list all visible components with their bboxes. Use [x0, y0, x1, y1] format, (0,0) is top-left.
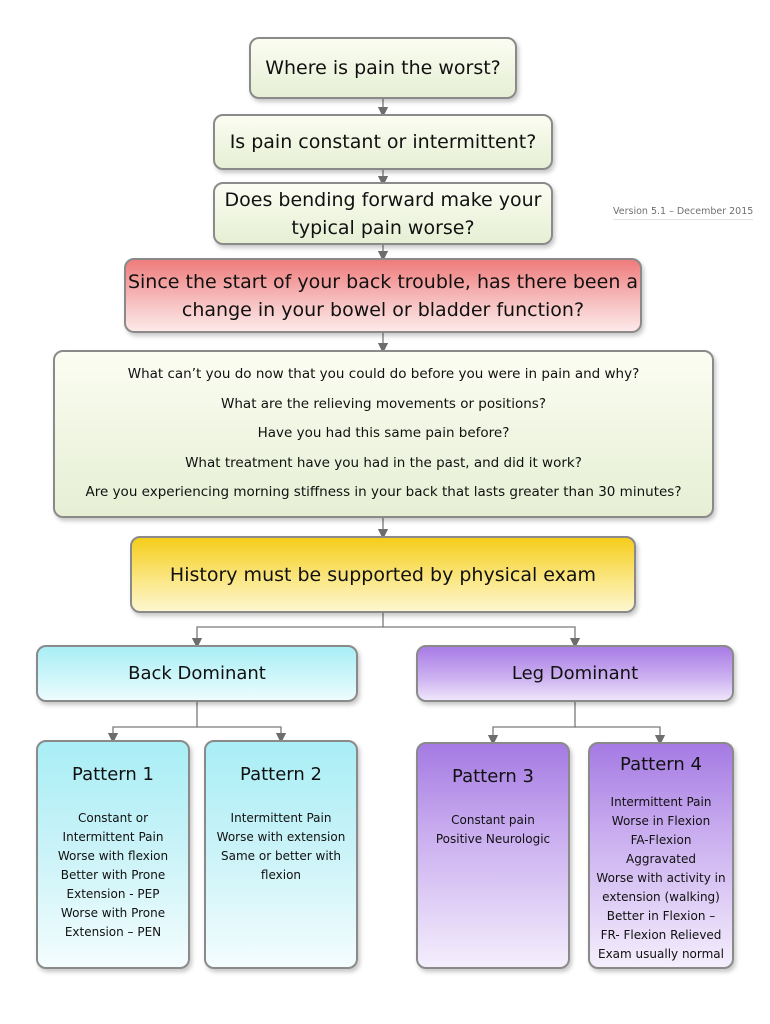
question-item: What treatment have you had in the past, and did it work? [185, 454, 582, 471]
pattern-3-box [416, 742, 570, 969]
pattern-line: Constant pain [451, 813, 535, 827]
question-bowel-bladder [124, 258, 642, 333]
pattern-line: FA-Flexion [630, 833, 692, 847]
pattern-line: Extension - PEP [66, 887, 160, 901]
pattern-4-title: Pattern 4 [620, 754, 702, 775]
pattern-line: Worse with Prone [60, 906, 166, 920]
pattern-3-description [432, 811, 554, 849]
version-note: Version 5.1 – December 2015 [613, 206, 753, 220]
pattern-line: Exam usually normal [598, 947, 724, 961]
history-physical-exam-text: History must be supported by physical exam [169, 563, 597, 586]
pattern-line: flexion [260, 868, 302, 882]
pattern-line: Intermittent Pain [62, 830, 164, 844]
pattern-line: Better with Prone [60, 868, 166, 882]
question-bending-line-2: typical pain worse? [291, 216, 475, 239]
pattern-2-box [204, 740, 358, 969]
question-item: Have you had this same pain before? [257, 425, 510, 442]
pattern-2-title: Pattern 2 [240, 764, 322, 785]
pattern-3-title: Pattern 3 [452, 766, 534, 787]
back-dominant-box [36, 645, 358, 702]
pattern-line: Worse with extension [216, 830, 346, 844]
pattern-1-box [36, 740, 190, 969]
question-item: What are the relieving movements or positions? [221, 395, 546, 412]
leg-dominant-box [416, 645, 734, 702]
history-questions-box [53, 350, 714, 518]
question-pain-location [249, 37, 517, 99]
question-pain-location-text: Where is pain the worst? [265, 57, 501, 79]
pattern-1-title: Pattern 1 [72, 764, 154, 785]
pattern-line: Worse with flexion [57, 849, 169, 863]
pattern-line: Intermittent Pain [610, 795, 712, 809]
question-bowel-line-1: Since the start of your back trouble, has there been a [127, 270, 639, 293]
pattern-1-description [54, 809, 172, 942]
pattern-line: FR- Flexion Relieved [600, 928, 722, 942]
pattern-2-description [213, 809, 350, 885]
pattern-line: Constant or [77, 811, 149, 825]
pattern-line: Extension – PEN [64, 925, 162, 939]
pattern-line: Aggravated [626, 852, 696, 866]
leg-dominant-label: Leg Dominant [511, 663, 639, 684]
history-physical-exam [130, 536, 636, 613]
pattern-4-description [592, 793, 729, 964]
pattern-line: Better in Flexion – [606, 909, 716, 923]
back-dominant-label: Back Dominant [128, 663, 266, 684]
question-bowel-line-2: change in your bowel or bladder function? [181, 298, 585, 321]
pattern-line: Positive Neurologic [435, 832, 551, 846]
pattern-line: Intermittent Pain [230, 811, 332, 825]
question-pain-constancy [213, 114, 553, 170]
question-item: Are you experiencing morning stiffness in your back that lasts greater than 30 minutes? [85, 484, 682, 501]
pattern-4-box [588, 742, 734, 969]
question-bending-forward [213, 182, 553, 245]
question-pain-constancy-text: Is pain constant or intermittent? [229, 131, 537, 153]
pattern-line: extension (walking) [602, 890, 720, 904]
pattern-line: Worse with activity in [596, 871, 726, 885]
pattern-line: Worse in Flexion [611, 814, 711, 828]
question-item: What can’t you do now that you could do before you were in pain and why? [127, 366, 640, 383]
question-bending-line-1: Does bending forward make your [224, 188, 542, 211]
pattern-line: Same or better with [221, 849, 341, 863]
